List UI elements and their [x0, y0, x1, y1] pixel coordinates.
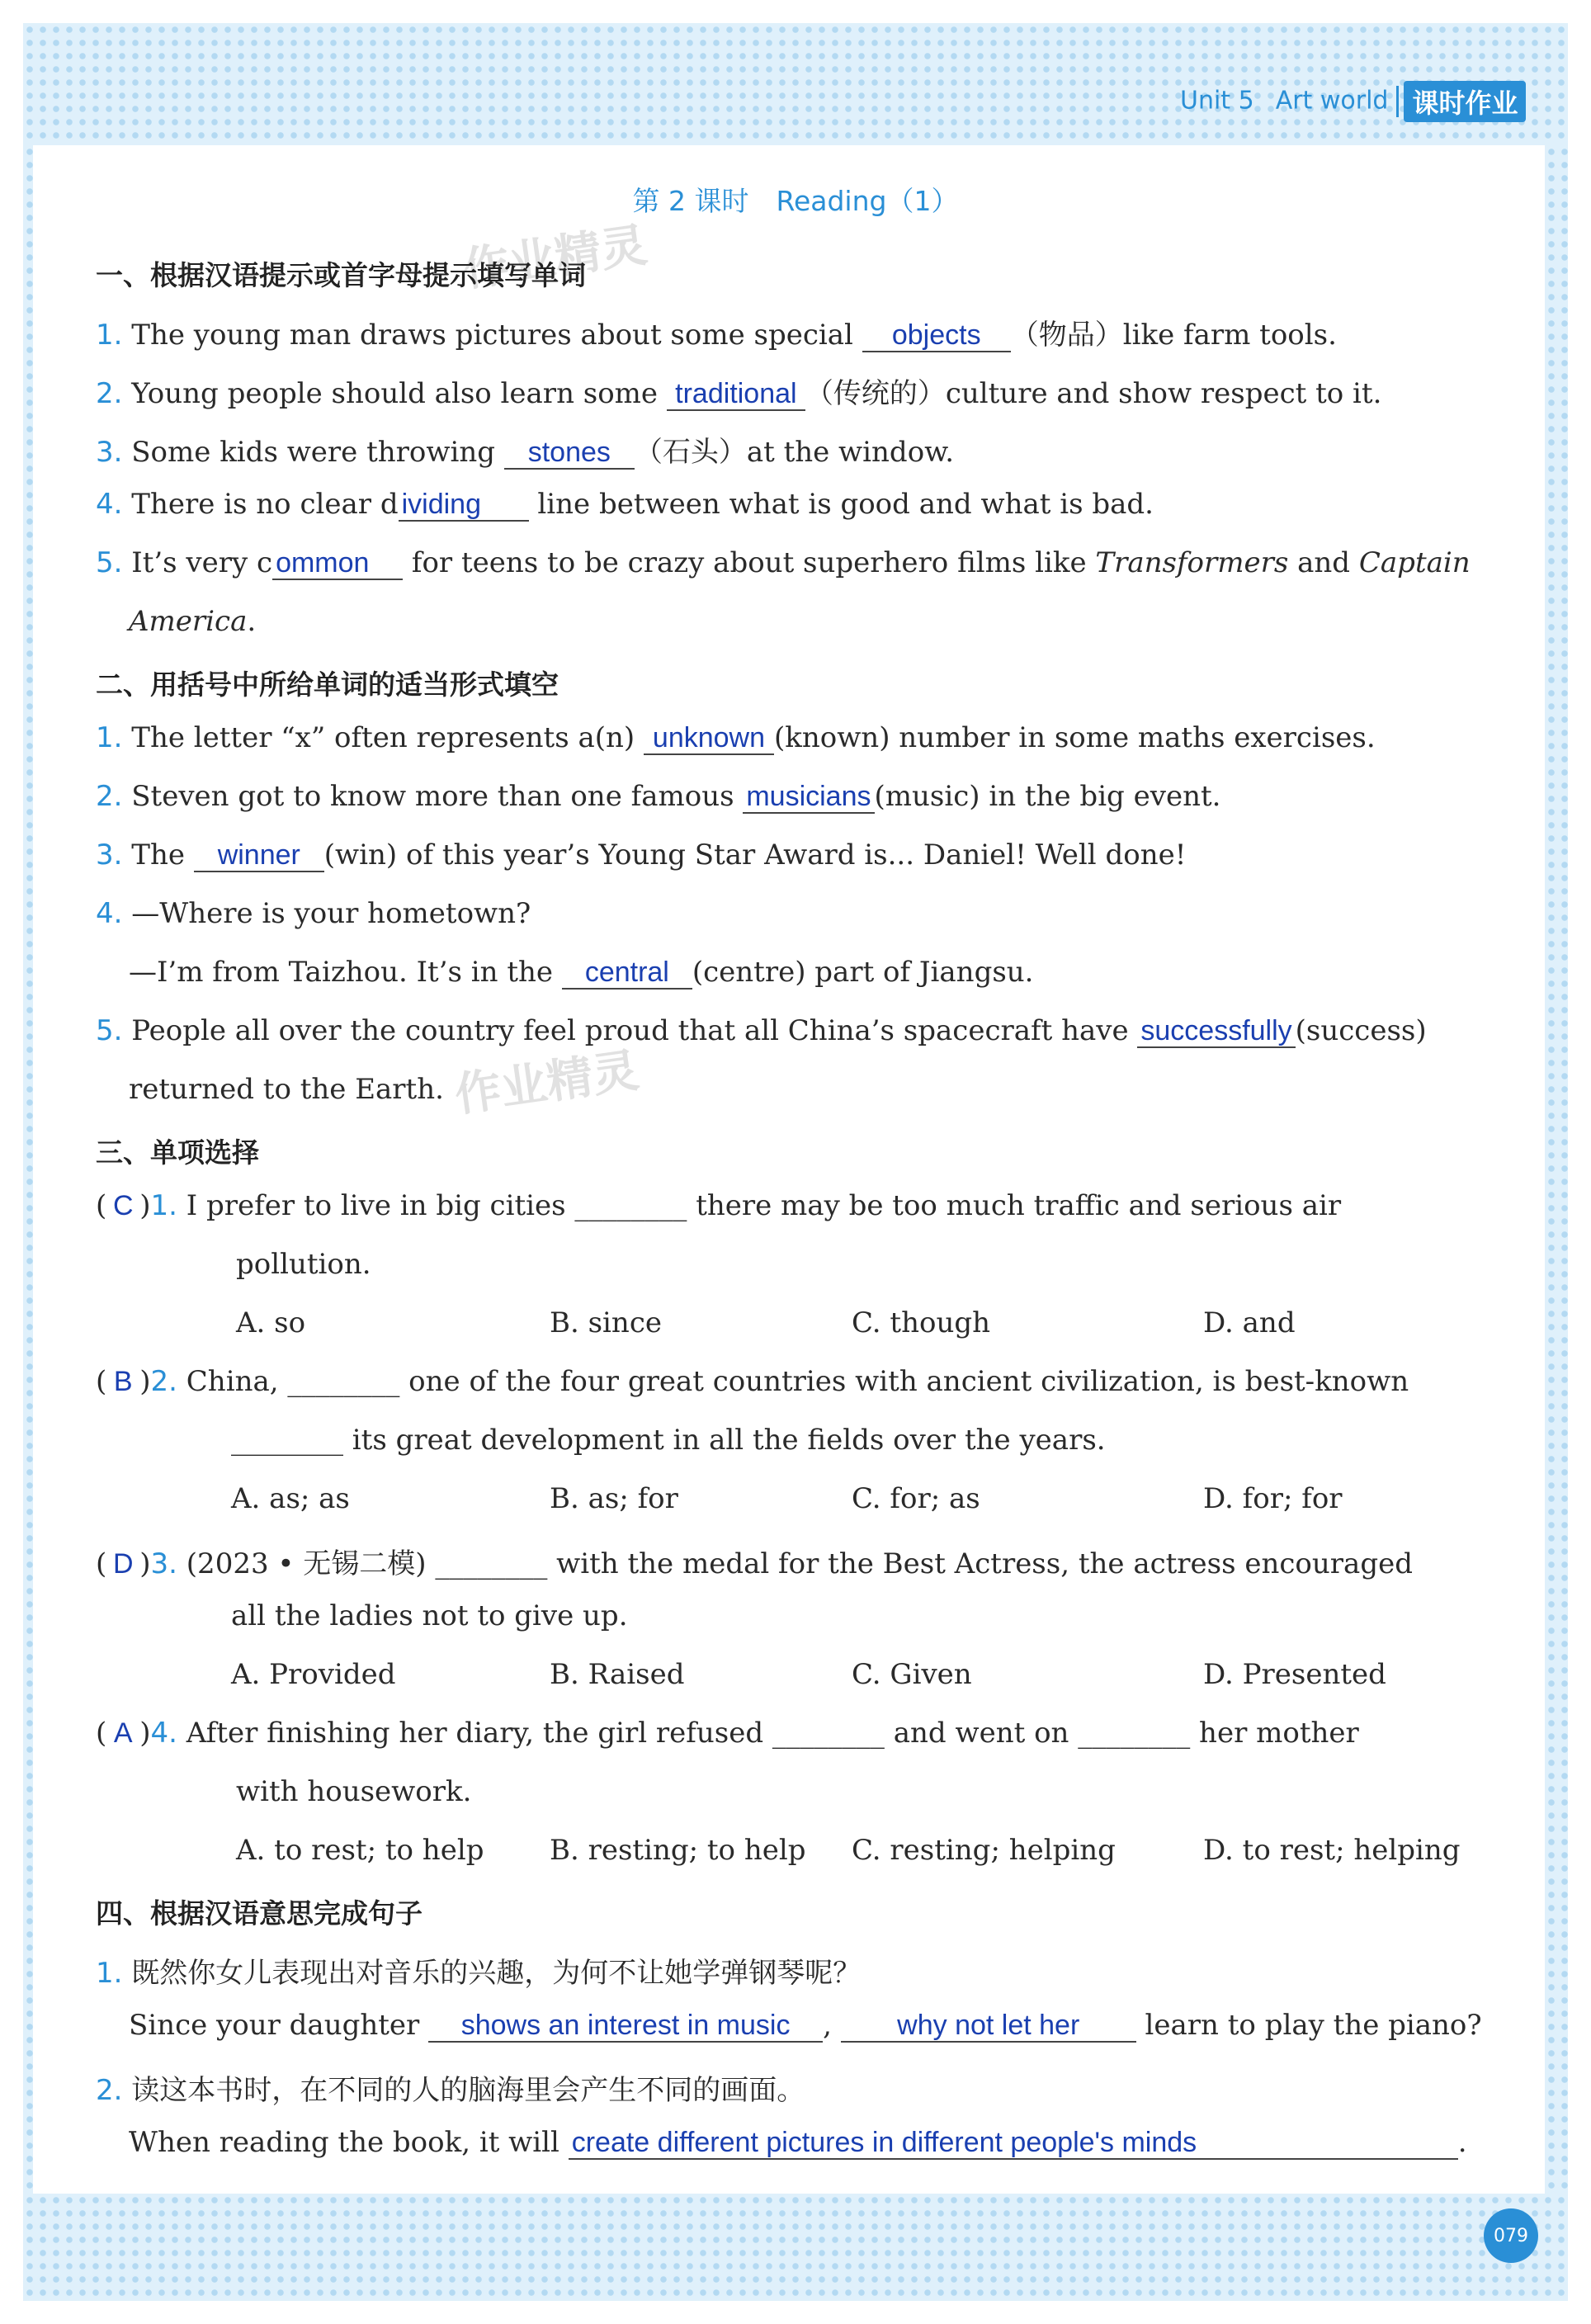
- question-line-continued: —I’m from Taizhou. It’s in the central (centre) part of Jiangsu.: [129, 956, 1034, 989]
- mc-option: C. though: [852, 1306, 991, 1339]
- page-header: [1180, 81, 1526, 122]
- mc-option: C. Given: [852, 1658, 972, 1691]
- mc-option: C. for; as: [852, 1482, 980, 1515]
- mc-answer: A: [113, 1717, 133, 1749]
- question-line: 1. The young man draws pictures about some special objects （物品）like farm tools.: [96, 319, 1337, 352]
- lesson-title: 第 2 课时 Reading（1）: [632, 185, 959, 217]
- answer-blank: ommon: [272, 548, 403, 580]
- left-dotted-strip: [23, 145, 33, 2194]
- mc-question: ( B )2. China, ________ one of the four great countries with ancient civilization, is best-known: [96, 1365, 1409, 1398]
- question-line: 5. It’s very c ommon for teens to be crazy about superhero films like Transformers and Captain: [96, 546, 1471, 579]
- question-line: 3. The winner (win) of this year’s Young Star Award is... Daniel! Well done!: [96, 838, 1187, 872]
- mc-question-continued: ________ its great development in all the fields over the years.: [231, 1424, 1106, 1457]
- mc-option: A. to rest; to help: [236, 1834, 484, 1867]
- section-heading: 三、单项选择: [96, 1136, 259, 1169]
- question-line: 5. People all over the country feel proud that all China’s spacecraft have successfully (success): [96, 1014, 1427, 1047]
- question-line-continued: returned to the Earth.: [129, 1073, 444, 1106]
- question-line: 3. Some kids were throwing stones （石头）at the window.: [96, 436, 955, 469]
- question-line: 2. Steven got to know more than one famous musicians (music) in the big event.: [96, 780, 1221, 813]
- question-line: 1. The letter “x” often represents a(n) unknown (known) number in some maths exercises.: [96, 721, 1376, 754]
- topic-label: Art world: [1275, 86, 1389, 116]
- mc-option: B. resting; to help: [550, 1834, 806, 1867]
- bottom-dotted-band: [23, 2194, 1568, 2301]
- mc-option: D. to rest; helping: [1203, 1834, 1461, 1867]
- answer-blank: traditional: [667, 379, 805, 411]
- mc-answer: B: [113, 1366, 133, 1397]
- mc-option: D. Presented: [1203, 1658, 1386, 1691]
- mc-question-continued: with housework.: [236, 1775, 472, 1808]
- watermark: 作业精灵: [451, 1043, 643, 1123]
- answer-blank: central: [562, 957, 692, 990]
- mc-question-continued: all the ladies not to give up.: [231, 1599, 628, 1632]
- section-heading: 二、用括号中所给单词的适当形式填空: [96, 668, 559, 701]
- mc-option: A. Provided: [231, 1658, 396, 1691]
- translation-line: When reading the book, it will create different pictures in different people's minds .: [129, 2126, 1467, 2159]
- mc-option: A. as; as: [231, 1482, 350, 1515]
- chinese-prompt: 1. 既然你女儿表现出对音乐的兴趣，为何不让她学弹钢琴呢？: [96, 1957, 862, 1990]
- question-line: 4. —Where is your hometown?: [96, 897, 531, 930]
- answer-blank: unknown: [644, 723, 774, 755]
- mc-question-continued: pollution.: [236, 1248, 371, 1281]
- mc-option: B. Raised: [550, 1658, 685, 1691]
- answer-blank: shows an interest in music: [428, 2010, 823, 2043]
- unit-label: Unit 5: [1180, 86, 1254, 116]
- question-line: 4. There is no clear d ividing line between what is good and what is bad.: [96, 488, 1154, 521]
- chinese-prompt: 2. 读这本书时，在不同的人的脑海里会产生不同的画面。: [96, 2074, 805, 2107]
- brand-badge: 课时作业: [1404, 81, 1526, 122]
- translation-line: Since your daughter shows an interest in music , why not let her learn to play the piano?: [129, 2009, 1482, 2042]
- answer-blank: successfully: [1137, 1016, 1295, 1048]
- mc-option: C. resting; helping: [852, 1834, 1116, 1867]
- question-line: 2. Young people should also learn some traditional （传统的）culture and show respect to it.: [96, 377, 1382, 410]
- mc-option: B. since: [550, 1306, 662, 1339]
- answer-blank: musicians: [743, 782, 874, 814]
- mc-question: ( C )1. I prefer to live in big cities ________ there may be too much traffic and serious air: [96, 1189, 1342, 1222]
- mc-answer: C: [112, 1190, 134, 1221]
- page-number: 079: [1484, 2208, 1538, 2263]
- mc-answer: D: [112, 1548, 134, 1580]
- watermark: 作业精灵: [460, 218, 651, 298]
- right-dotted-strip: [1545, 145, 1568, 2194]
- answer-blank: winner: [194, 840, 324, 872]
- mc-option: D. and: [1203, 1306, 1296, 1339]
- section-heading: 一、根据汉语提示或首字母提示填写单词: [96, 259, 586, 291]
- answer-blank: why not let her: [841, 2010, 1136, 2043]
- mc-option: A. so: [236, 1306, 306, 1339]
- mc-option: B. as; for: [550, 1482, 678, 1515]
- answer-blank: ividing: [399, 489, 529, 522]
- answer-blank: create different pictures in different people's minds: [569, 2128, 1458, 2160]
- answer-blank: stones: [504, 437, 635, 470]
- section-heading: 四、根据汉语意思完成句子: [96, 1897, 423, 1930]
- mc-option: D. for; for: [1203, 1482, 1343, 1515]
- mc-question: ( A )4. After finishing her diary, the girl refused ________ and went on ________ her mother: [96, 1717, 1359, 1750]
- mc-question: ( D )3. (2023 • 无锡二模) ________ with the medal for the Best Actress, the actress encouraged: [96, 1547, 1413, 1580]
- answer-blank: objects: [862, 320, 1011, 352]
- question-line-continued: America.: [129, 605, 257, 638]
